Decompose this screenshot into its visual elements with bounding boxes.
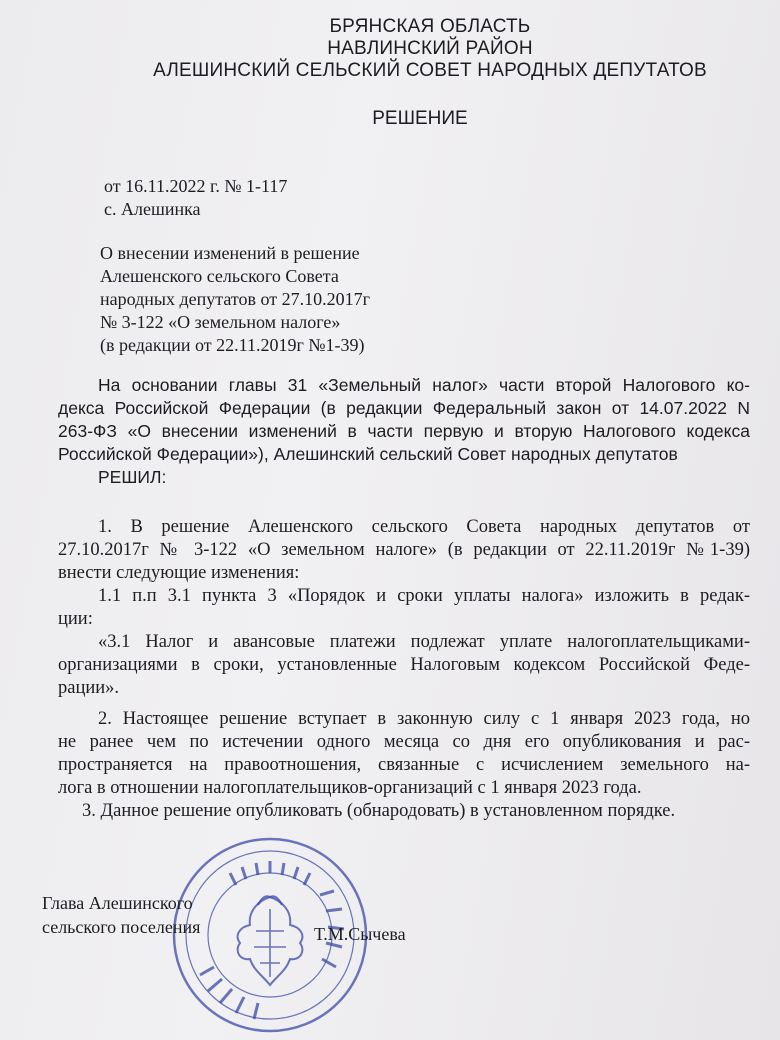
item-1-paragraph	[58, 516, 750, 700]
subject-line: народных депутатов от 27.10.2017г	[100, 289, 371, 309]
signature-position	[42, 891, 200, 939]
document-header	[0, 16, 780, 82]
date-number: от 16.11.2022 г. № 1-117	[104, 176, 288, 196]
item-line: пространяется на правоотношения, связанные с исчислением земельного на-	[58, 755, 750, 775]
preamble-line: 263-ФЗ «О внесении изменений в части первую и вторую Налогового кодекса	[58, 421, 750, 441]
signature-name: Т.М.Сычева	[314, 924, 406, 944]
place: с. Алешинка	[104, 199, 201, 219]
item-line: 27.10.2017г № 3-122 «О земельном налоге» (в редакции от 22.11.2019г №1-39)	[58, 540, 750, 560]
quote-line: «3.1 Налог и авансовые платежи подлежат уплате налогоплательщиками-	[98, 632, 750, 652]
item-line: 2. Настоящее решение вступает в законную силу с 1 января 2023 года, но	[98, 709, 750, 729]
item-line: 1.1 п.п 3.1 пункта 3 «Порядок и сроки уплаты налога» изложить в редак-	[98, 586, 750, 606]
item-line: не ранее чем по истечении одного месяца со дня его опубликования и рас-	[58, 732, 750, 752]
quote-line: организациями в сроки, установленные Налоговым кодексом Российской Феде-	[58, 655, 750, 675]
decided-label: РЕШИЛ:	[98, 467, 167, 487]
document-meta	[104, 175, 287, 221]
subject-line: Алешенского сельского Совета	[100, 266, 339, 286]
preamble-paragraph	[58, 374, 750, 489]
region-name: БРЯНСКАЯ ОБЛАСТЬ	[329, 16, 531, 37]
preamble-line: На основании главы 31 «Земельный налог» части второй Налогового ко-	[98, 375, 750, 395]
item-line: внести следующие изменения:	[58, 563, 300, 583]
item-line: ции:	[58, 609, 93, 629]
district-name: НАВЛИНСКИЙ РАЙОН	[327, 38, 533, 59]
document-subject	[100, 242, 370, 357]
item-line: 1. В решение Алешенского сельского Совета народных депутатов от	[98, 517, 750, 537]
preamble-line: декса Российской Федерации (в редакции Федеральный закон от 14.07.2022 N	[58, 398, 750, 418]
item-line: лога в отношении налогоплательщиков-организаций с 1 января 2023 года.	[58, 778, 642, 798]
item-2-paragraph	[58, 708, 750, 823]
preamble-line: Российской Федерации»), Алешинский сельский Совет народных депутатов	[58, 444, 678, 464]
subject-line: (в редакции от 22.11.2019г №1-39)	[100, 335, 365, 355]
signature-position-line: Глава Алешинского	[42, 893, 193, 913]
subject-line: О внесении изменений в решение	[100, 243, 360, 263]
quote-line: рации».	[58, 678, 120, 698]
document-type: РЕШЕНИЕ	[372, 108, 468, 129]
council-name: АЛЕШИНСКИЙ СЕЛЬСКИЙ СОВЕТ НАРОДНЫХ ДЕПУТАТОВ	[153, 60, 707, 81]
item-3-line: 3. Данное решение опубликовать (обнародовать) в установленном порядке.	[82, 801, 676, 821]
subject-line: № 3-122 «О земельном налоге»	[100, 312, 341, 332]
signature-position-line: сельского поселения	[42, 917, 201, 937]
